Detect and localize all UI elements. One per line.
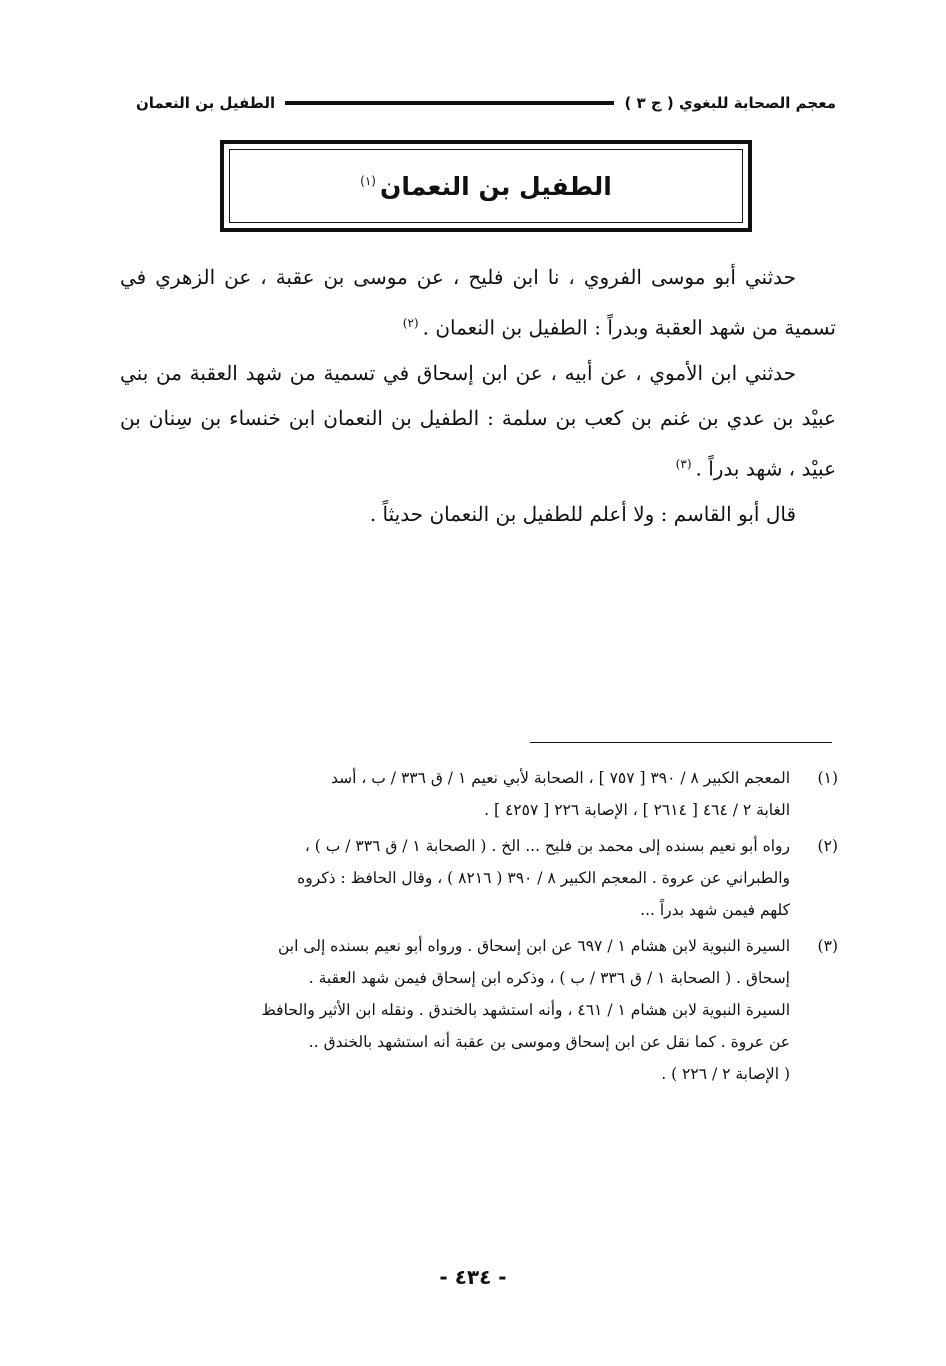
page-number: - ٤٣٤ - xyxy=(439,1265,507,1289)
entry-title xyxy=(360,172,612,201)
running-header xyxy=(136,88,836,118)
footnote-separator xyxy=(530,742,832,743)
footnote-number: (١) xyxy=(817,769,838,787)
footnote-1 xyxy=(120,762,838,826)
footnote-number: (٣) xyxy=(817,937,838,955)
paragraph-1-footnote-ref: (٢) xyxy=(402,315,419,330)
footnote-line: إسحاق . ( الصحابة ١ / ق ٣٣٦ / ب ) ، وذكره ابن إسحاق فيمن شهد العقبة . xyxy=(308,969,790,987)
footnote-line: والطبراني عن عروة . المعجم الكبير ٨ / ٣٩٠ ( ٨٢١٦ ) ، وقال الحافظ : ذكروه xyxy=(297,869,790,887)
footnote-2 xyxy=(120,830,838,926)
footnote-body xyxy=(120,762,790,826)
footnote-line: كلهم فيمن شهد بدراً ... xyxy=(640,901,790,919)
book-title: معجم الصحابة للبغوي ( ج ٣ ) xyxy=(624,94,836,112)
paragraph-1-text: حدثني أبو موسى الفروي ، نا ابن فليح ، عن موسى بن عقبة ، عن الزهري في تسمية من شهد العقبة وبدراً : الطفيل بن النعمان . xyxy=(120,265,836,340)
footnote-line: عن عروة . كما نقل عن ابن إسحاق وموسى بن عقبة أنه استشهد بالخندق .. xyxy=(308,1033,790,1051)
paragraph-3 xyxy=(120,492,836,538)
footnote-body xyxy=(120,830,790,926)
main-text xyxy=(120,255,836,537)
footnote-line: الغابة ٢ / ٤٦٤ [ ٢٦١٤ ] ، الإصابة ٢٢٦ [ ٤٢٥٧ ] . xyxy=(484,801,790,819)
title-frame-inner xyxy=(229,149,743,223)
entry-title-text: الطفيل بن النعمان xyxy=(379,171,612,201)
footnote-line: السيرة النبوية لابن هشام ١ / ٦٩٧ عن ابن إسحاق . ورواه أبو نعيم بسنده إلى ابن xyxy=(277,937,790,955)
title-footnote-ref: (١) xyxy=(360,174,376,189)
footnote-body xyxy=(120,930,790,1090)
paragraph-2 xyxy=(120,351,836,492)
footnotes xyxy=(120,762,838,1094)
footnote-3 xyxy=(120,930,838,1090)
entry-name: الطفيل بن النعمان xyxy=(136,94,276,112)
paragraph-3-text: قال أبو القاسم : ولا أعلم للطفيل بن النعمان حديثاً . xyxy=(369,501,796,526)
paragraph-2-text: حدثني ابن الأموي ، عن أبيه ، عن ابن إسحاق في تسمية من شهد العقبة من بني عبيْد بن عدي بن غنم بن كعب بن سلمة : الطفيل بن النعمان ابن خنساء بن سِنان بن عبيْد ، شهد بدراً . xyxy=(120,360,836,481)
footnote-line: ( الإصابة ٢ / ٢٢٦ ) . xyxy=(661,1065,790,1083)
footnote-line: السيرة النبوية لابن هشام ١ / ٤٦١ ، وأنه استشهد بالخندق . ونقله ابن الأثير والحافظ xyxy=(261,1001,790,1019)
footnote-line: رواه أبو نعيم بسنده إلى محمد بن فليح ... الخ . ( الصحابة ١ / ق ٣٣٦ / ب ) ، xyxy=(304,837,790,855)
title-frame xyxy=(220,140,752,232)
footnote-number: (٢) xyxy=(817,837,838,855)
footnote-line: المعجم الكبير ٨ / ٣٩٠ [ ٧٥٧ ] ، الصحابة لأبي نعيم ١ / ق ٣٣٦ / ب ، أسد xyxy=(330,769,790,787)
paragraph-1 xyxy=(120,255,836,351)
paragraph-2-footnote-ref: (٣) xyxy=(675,456,692,471)
header-rule xyxy=(285,101,614,105)
